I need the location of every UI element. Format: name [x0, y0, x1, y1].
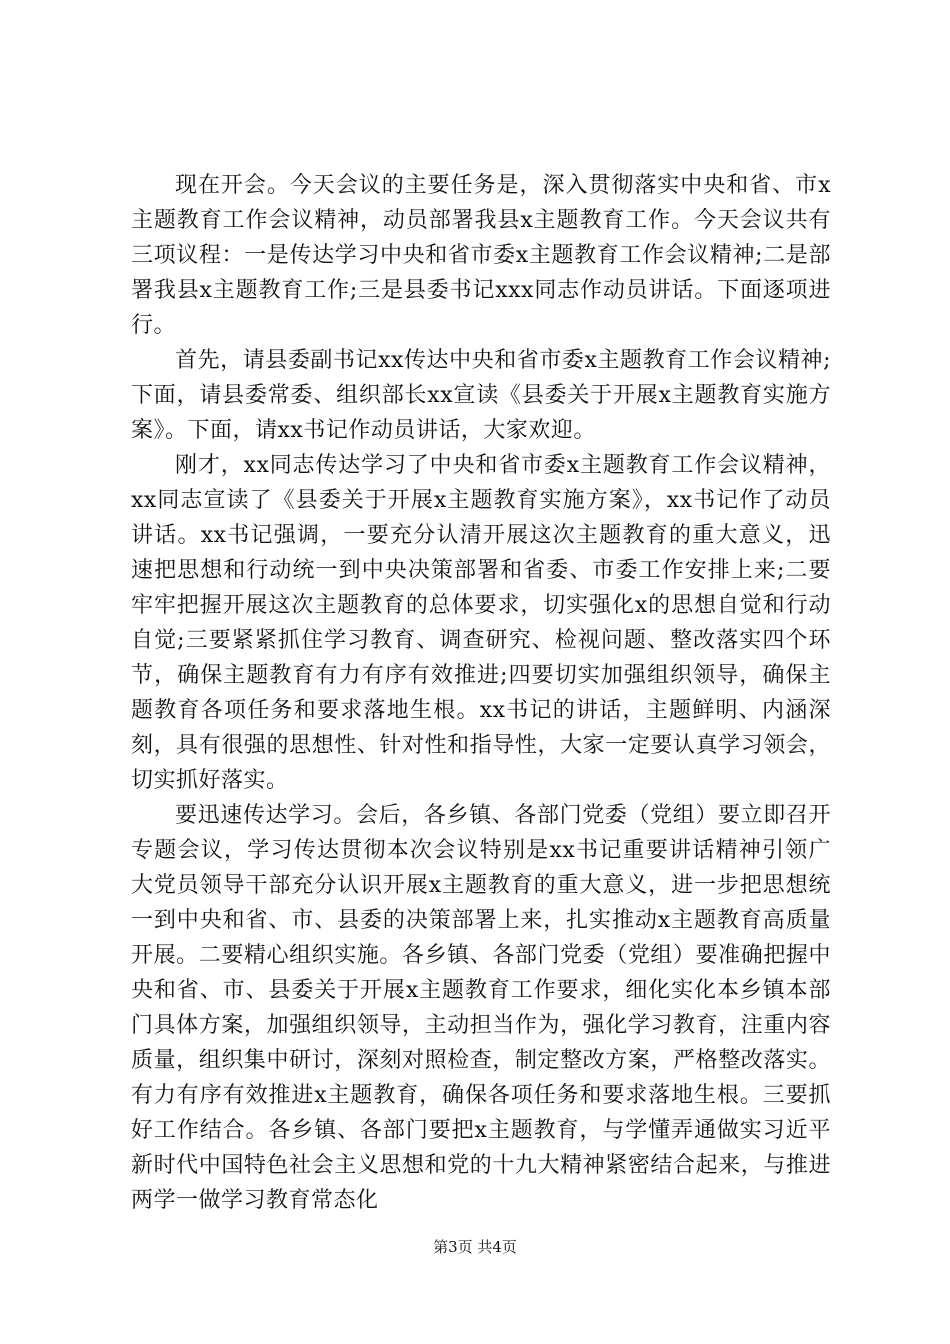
- paragraph-1: 现在开会。今天会议的主要任务是，深入贯彻落实中央和省、市x主题教育工作会议精神，动员部署我县x主题教育工作。今天会议共有三项议程：一是传达学习中央和省市委x主题教育工作会议精神;二是部署我县x主题教育工作;三是县委书记xxx同志作动员讲话。下面逐项进行。: [131, 173, 831, 338]
- paragraph-3: 刚才，xx同志传达学习了中央和省市委x主题教育工作会议精神，xx同志宣读了《县委关于开展x主题教育实施方案》，xx书记作了动员讲话。xx书记强调，一要充分认清开展这次主题教育的重大意义，迅速把思想和行动统一到中央决策部署和省委、市委工作安排上来;二要牢牢把握开展这次主题教育的总体要求，切实强化x的思想自觉和行动自觉;三要紧紧抓住学习教育、调查研究、检视问题、整改落实四个环节，确保主题教育有力有序有效推进;四要切实加强组织领导，确保主题教育各项任务和要求落地生根。xx书记的讲话，主题鲜明、内涵深刻，具有很强的思想性、针对性和指导性，大家一定要认真学习领会，切实抓好落实。: [131, 453, 831, 793]
- document-body: [131, 168, 831, 1218]
- paragraph-4: 要迅速传达学习。会后，各乡镇、各部门党委（党组）要立即召开专题会议，学习传达贯彻本次会议特别是xx书记重要讲话精神引领广大党员领导干部充分认识开展x主题教育的重大意义，进一步把思想统一到中央和省、市、县委的决策部署上来，扎实推动x主题教育高质量开展。二要精心组织实施。各乡镇、各部门党委（党组）要准确把握中央和省、市、县委关于开展x主题教育工作要求，细化实化本乡镇本部门具体方案，加强组织领导，主动担当作为，强化学习教育，注重内容质量，组织集中研讨，深刻对照检查，制定整改方案，严格整改落实。有力有序有效推进x主题教育，确保各项任务和要求落地生根。三要抓好工作结合。各乡镇、各部门要把x主题教育，与学懂弄通做实习近平新时代中国特色社会主义思想和党的十九大精神紧密结合起来，与推进两学一做学习教育常态化: [131, 803, 831, 1213]
- page-footer: [0, 1237, 950, 1257]
- paragraph-2: 首先，请县委副书记xx传达中央和省市委x主题教育工作会议精神;下面，请县委常委、组织部长xx宣读《县委关于开展x主题教育实施方案》。下面，请xx书记作动员讲话，大家欢迎。: [131, 348, 831, 443]
- page-number-label: 第3页 共4页: [433, 1238, 517, 1256]
